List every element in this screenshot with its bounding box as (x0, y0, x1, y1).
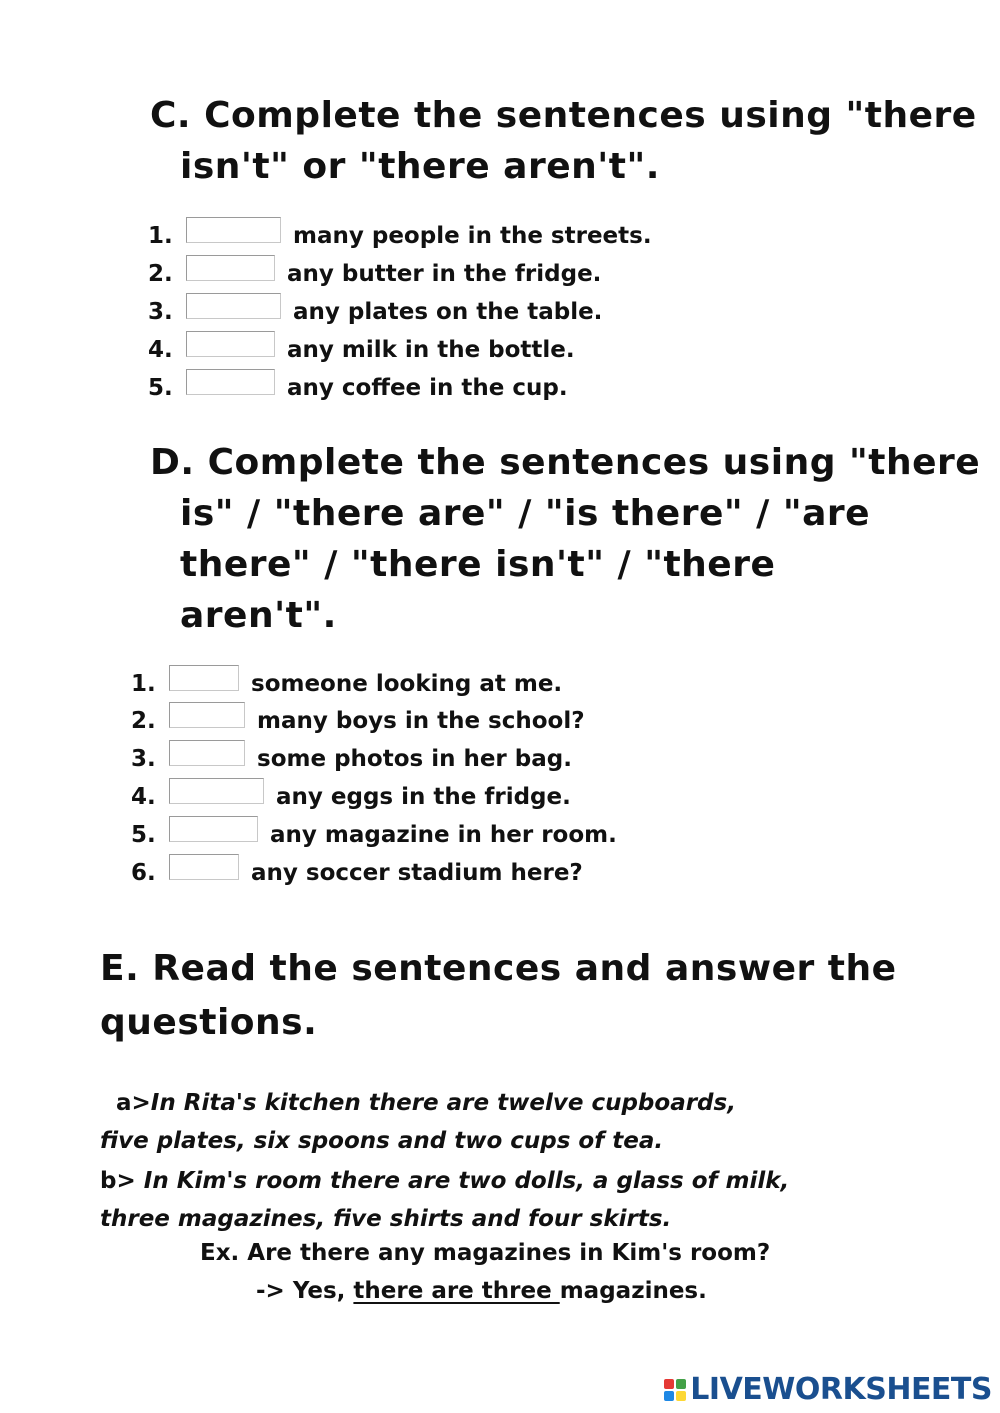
list-item (131, 817, 617, 853)
logo-text: LIVEWORKSHEETS (690, 1372, 992, 1407)
list-item (131, 703, 585, 739)
section-c-heading-line1: C. Complete the sentences using "there (150, 95, 977, 136)
list-item (131, 779, 571, 815)
item-number: 4. (131, 784, 156, 810)
item-number: 1. (148, 223, 173, 249)
list-item (148, 294, 602, 330)
example-answer-prefix: -> Yes, (256, 1278, 354, 1304)
paragraph-b-line1: In Kim's room there are two dolls, a glass of milk, (135, 1168, 790, 1194)
item-number: 2. (131, 708, 156, 734)
list-item (148, 370, 568, 406)
logo-square-yellow (676, 1391, 686, 1401)
section-e-heading-line2: questions. (100, 1002, 318, 1043)
item-text: any eggs in the fridge. (276, 784, 571, 810)
section-d-heading (150, 437, 980, 641)
item-number: 3. (148, 299, 173, 325)
answer-input-d5[interactable] (169, 816, 258, 842)
item-text: any soccer stadium here? (251, 860, 583, 886)
paragraph-b-label: b> (100, 1168, 136, 1194)
logo-square-blue (664, 1391, 674, 1401)
list-item (148, 332, 575, 368)
answer-input-d1[interactable] (169, 665, 239, 691)
list-item (131, 666, 562, 702)
item-text: any coffee in the cup. (287, 375, 568, 401)
item-number: 3. (131, 746, 156, 772)
answer-input-d6[interactable] (169, 854, 239, 880)
answer-input-d3[interactable] (169, 740, 245, 766)
answer-input-c4[interactable] (186, 331, 275, 357)
answer-input-c5[interactable] (186, 369, 275, 395)
list-item (148, 256, 601, 292)
list-item (148, 218, 652, 254)
paragraph-a-label: a> (116, 1090, 151, 1116)
item-text: some photos in her bag. (257, 746, 572, 772)
answer-input-c3[interactable] (186, 293, 281, 319)
item-text: any butter in the fridge. (287, 261, 602, 287)
example-answer-underlined: there are three (353, 1278, 560, 1304)
item-number: 5. (131, 822, 156, 848)
item-text: any plates on the table. (293, 299, 603, 325)
paragraph-a (100, 1084, 736, 1160)
paragraph-a-line2: five plates, six spoons and two cups of tea. (100, 1128, 664, 1154)
logo-square-red (664, 1379, 674, 1389)
item-text: any milk in the bottle. (287, 337, 575, 363)
section-d-heading-line3: there" / "there isn't" / "there (180, 544, 776, 585)
list-item (131, 855, 583, 891)
example-question: Ex. Are there any magazines in Kim's room? (200, 1240, 771, 1266)
item-number: 1. (131, 671, 156, 697)
section-e-heading-line1: E. Read the sentences and answer the (100, 948, 897, 989)
item-text: many boys in the school? (257, 708, 585, 734)
paragraph-a-line1: In Rita's kitchen there are twelve cupboards, (150, 1090, 736, 1116)
answer-input-c1[interactable] (186, 217, 281, 243)
item-number: 4. (148, 337, 173, 363)
item-number: 6. (131, 860, 156, 886)
section-d-heading-line1: D. Complete the sentences using "there (150, 442, 981, 483)
paragraph-b (100, 1162, 789, 1238)
section-d-heading-line2: is" / "there are" / "is there" / "are (180, 493, 871, 534)
list-item (131, 741, 572, 777)
item-text: someone looking at me. (251, 671, 563, 697)
section-c-heading-line2: isn't" or "there aren't". (180, 146, 660, 187)
item-text: many people in the streets. (293, 223, 652, 249)
answer-input-d4[interactable] (169, 778, 264, 804)
logo-mark-icon (664, 1379, 686, 1401)
logo-square-green (676, 1379, 686, 1389)
item-number: 5. (148, 375, 173, 401)
paragraph-b-line2: three magazines, five shirts and four skirts. (100, 1206, 672, 1232)
example-answer (256, 1278, 707, 1304)
item-text: any magazine in her room. (270, 822, 617, 848)
item-number: 2. (148, 261, 173, 287)
section-c-heading (150, 90, 977, 192)
section-e-heading (100, 942, 897, 1050)
answer-input-d2[interactable] (169, 702, 245, 728)
answer-input-c2[interactable] (186, 255, 275, 281)
example-answer-suffix: magazines. (559, 1278, 707, 1304)
liveworksheets-logo (664, 1372, 992, 1407)
section-d-heading-line4: aren't". (180, 595, 337, 636)
